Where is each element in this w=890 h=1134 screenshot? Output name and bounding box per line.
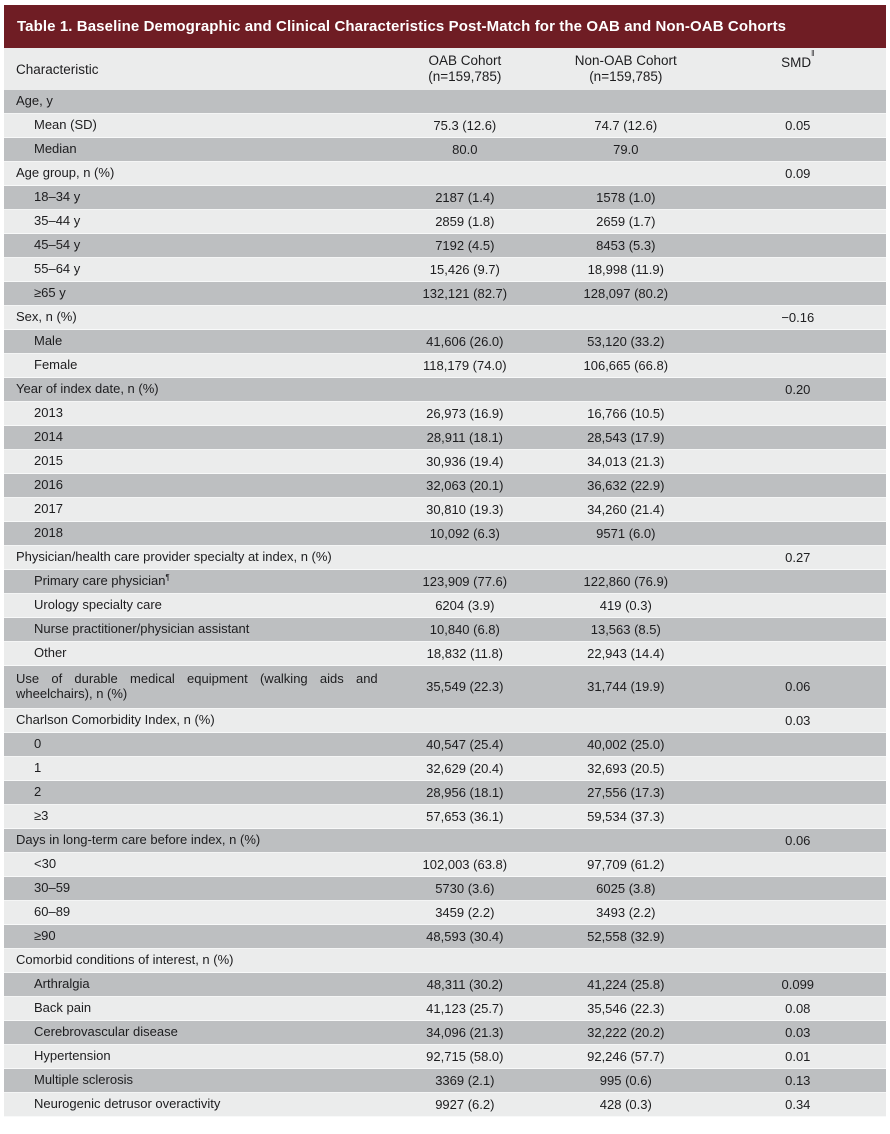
smd-value — [710, 757, 886, 780]
oab-cohort-value: 35,549 (22.3) — [426, 679, 504, 695]
non-oab-cohort-value: 40,002 (25.0) — [587, 736, 665, 752]
smd-value — [710, 618, 886, 641]
smd-value — [710, 282, 886, 305]
table-row — [4, 829, 886, 853]
non-oab-cohort-value: 2659 (1.7) — [596, 214, 656, 229]
column-header-smd: SMD ‖ — [781, 49, 815, 70]
row-label: 2016 — [34, 477, 63, 493]
oab-cohort-value: 92,715 (58.0) — [426, 1048, 504, 1064]
row-label: Sex, n (%) — [16, 309, 77, 325]
oab-cohort-value: 2859 (1.8) — [435, 214, 495, 229]
table-row — [4, 733, 886, 757]
table-row — [4, 186, 886, 210]
non-oab-cohort-value — [542, 829, 710, 852]
oab-cohort-value: 102,003 (63.8) — [422, 856, 508, 872]
non-oab-cohort-value: 13,563 (8.5) — [590, 622, 661, 637]
row-label: Year of index date, n (%) — [16, 381, 159, 397]
smd-value — [710, 781, 886, 804]
oab-cohort-value: 34,096 (21.3) — [426, 1024, 504, 1040]
non-oab-cohort-value — [542, 90, 710, 113]
smd-value — [710, 210, 886, 233]
non-oab-cohort-value: 92,246 (57.7) — [587, 1048, 665, 1064]
table-row — [4, 474, 886, 498]
smd-value — [710, 594, 886, 617]
table-row — [4, 805, 886, 829]
non-oab-cohort-value: 74.7 (12.6) — [594, 118, 658, 133]
smd-value — [710, 138, 886, 161]
oab-cohort-value: 80.0 — [452, 142, 478, 157]
table-row — [4, 426, 886, 450]
row-label: 18–34 y — [34, 189, 81, 205]
oab-cohort-value: 3459 (2.2) — [435, 904, 495, 920]
table-row — [4, 450, 886, 474]
smd-value — [710, 877, 886, 900]
row-label: Neurogenic detrusor overactivity — [34, 1095, 221, 1111]
non-oab-cohort-value: 995 (0.6) — [599, 1072, 652, 1088]
table-row — [4, 546, 886, 570]
oab-cohort-value: 7192 (4.5) — [435, 238, 495, 253]
smd-value — [710, 186, 886, 209]
table-row — [4, 90, 886, 114]
non-oab-cohort-value: 22,943 (14.4) — [587, 646, 665, 661]
row-label: Median — [34, 141, 77, 157]
non-oab-cohort-value: 428 (0.3) — [599, 1096, 652, 1112]
table-row — [4, 642, 886, 666]
oab-cohort-value — [388, 378, 542, 401]
table-row — [4, 210, 886, 234]
table-row — [4, 618, 886, 642]
table-row — [4, 258, 886, 282]
row-label: 2014 — [34, 429, 63, 445]
oab-cohort-value: 48,311 (30.2) — [426, 976, 504, 992]
smd-value — [710, 925, 886, 948]
non-oab-cohort-value: 122,860 (76.9) — [583, 574, 669, 589]
table-row — [4, 973, 886, 997]
non-oab-cohort-value: 16,766 (10.5) — [587, 406, 665, 421]
row-label: Hypertension — [34, 1047, 111, 1063]
table-row — [4, 138, 886, 162]
oab-cohort-value: 10,092 (6.3) — [429, 526, 500, 541]
table-row: Primary care physician ¶ 123,909 (77.6) 122,860 (76.9) — [4, 570, 886, 594]
smd-value — [710, 474, 886, 497]
smd-value — [710, 570, 886, 593]
smd-value — [710, 805, 886, 828]
non-oab-cohort-value — [542, 546, 710, 569]
oab-cohort-value: 41,606 (26.0) — [426, 334, 504, 349]
non-oab-cohort-value: 34,013 (21.3) — [587, 454, 665, 469]
row-label: Primary care physician — [34, 573, 166, 589]
smd-value: 0.06 — [785, 679, 811, 695]
smd-value — [710, 498, 886, 521]
row-label: 0 — [34, 735, 42, 751]
oab-cohort-value: 15,426 (9.7) — [429, 262, 500, 277]
smd-value: 0.03 — [785, 1024, 811, 1040]
non-oab-cohort-value: 97,709 (61.2) — [587, 856, 665, 872]
smd-value: 0.06 — [785, 832, 811, 848]
non-oab-cohort-value: 32,222 (20.2) — [587, 1024, 665, 1040]
row-label: Charlson Comorbidity Index, n (%) — [16, 711, 215, 727]
oab-cohort-value: 28,911 (18.1) — [426, 430, 504, 445]
non-oab-cohort-value — [542, 162, 710, 185]
oab-cohort-value: 28,956 (18.1) — [426, 784, 504, 800]
row-label: Female — [34, 357, 78, 373]
oab-cohort-value: 32,063 (20.1) — [426, 478, 504, 493]
table-row — [4, 378, 886, 402]
smd-value — [710, 450, 886, 473]
non-oab-cohort-value — [542, 949, 710, 972]
oab-cohort-value: 132,121 (82.7) — [422, 286, 508, 301]
row-label: 2013 — [34, 405, 63, 421]
non-oab-cohort-value — [542, 709, 710, 732]
oab-cohort-value: 3369 (2.1) — [435, 1072, 495, 1088]
column-header-oab-cohort: OAB Cohort (n=159,785) — [428, 52, 502, 84]
row-label: Back pain — [34, 999, 92, 1015]
smd-value — [710, 522, 886, 545]
oab-cohort-value: 41,123 (25.7) — [426, 1000, 504, 1016]
table-row — [4, 1045, 886, 1069]
column-header-characteristic: Characteristic — [16, 61, 99, 77]
smd-value: 0.34 — [785, 1096, 811, 1112]
non-oab-cohort-value: 6025 (3.8) — [596, 880, 656, 896]
row-label: Physician/health care provider specialty at index, n (%) — [16, 549, 332, 565]
table-row — [4, 997, 886, 1021]
row-label: 35–44 y — [34, 213, 81, 229]
smd-value — [710, 426, 886, 449]
smd-value: 0.13 — [785, 1072, 811, 1088]
smd-value: 0.03 — [785, 712, 811, 728]
row-label: 30–59 — [34, 879, 71, 895]
table-row — [4, 306, 886, 330]
table-row — [4, 162, 886, 186]
row-label: 1 — [34, 759, 42, 775]
table-row — [4, 282, 886, 306]
row-label: Other — [34, 645, 67, 661]
oab-cohort-value: 30,936 (19.4) — [426, 454, 504, 469]
row-label: 55–64 y — [34, 261, 81, 277]
smd-value — [710, 901, 886, 924]
table-row — [4, 1069, 886, 1093]
row-label: Age, y — [16, 93, 53, 109]
smd-value: 0.099 — [781, 976, 815, 992]
oab-cohort-value — [388, 306, 542, 329]
row-label: 2015 — [34, 453, 63, 469]
smd-value — [710, 90, 886, 113]
table-row — [4, 853, 886, 877]
row-label: Multiple sclerosis — [34, 1071, 133, 1087]
oab-cohort-value: 6204 (3.9) — [435, 598, 495, 613]
smd-value — [710, 853, 886, 876]
non-oab-cohort-value — [542, 378, 710, 401]
oab-cohort-value — [388, 829, 542, 852]
smd-value: −0.16 — [781, 310, 815, 325]
table-row — [4, 330, 886, 354]
table-body — [4, 90, 886, 1117]
non-oab-cohort-value: 128,097 (80.2) — [583, 286, 669, 301]
table-row — [4, 1021, 886, 1045]
row-label: 2017 — [34, 501, 63, 517]
non-oab-cohort-value: 106,665 (66.8) — [583, 358, 669, 373]
oab-cohort-value: 2187 (1.4) — [435, 190, 495, 205]
row-label: 45–54 y — [34, 237, 81, 253]
smd-value — [710, 949, 886, 972]
non-oab-cohort-value: 41,224 (25.8) — [587, 976, 665, 992]
smd-value — [710, 402, 886, 425]
table-row — [4, 1093, 886, 1117]
smd-value — [710, 234, 886, 257]
non-oab-cohort-value: 28,543 (17.9) — [587, 430, 665, 445]
non-oab-cohort-value: 1578 (1.0) — [596, 190, 656, 205]
non-oab-cohort-value: 8453 (5.3) — [596, 238, 656, 253]
non-oab-cohort-value: 52,558 (32.9) — [587, 928, 665, 944]
row-label: <30 — [34, 855, 57, 871]
oab-cohort-value — [388, 709, 542, 732]
row-label: Arthralgia — [34, 975, 90, 991]
oab-cohort-value: 5730 (3.6) — [435, 880, 495, 896]
non-oab-cohort-value: 27,556 (17.3) — [587, 784, 665, 800]
non-oab-cohort-value: 31,744 (19.9) — [587, 679, 665, 695]
oab-cohort-value — [388, 90, 542, 113]
row-label: ≥3 — [34, 807, 49, 823]
table-row — [4, 114, 886, 138]
row-label: Age group, n (%) — [16, 165, 115, 181]
non-oab-cohort-value: 3493 (2.2) — [596, 904, 656, 920]
table-row — [4, 522, 886, 546]
row-label: 2018 — [34, 525, 63, 541]
non-oab-cohort-value: 9571 (6.0) — [596, 526, 656, 541]
row-label: ≥90 — [34, 927, 56, 943]
non-oab-cohort-value: 79.0 — [613, 142, 639, 157]
baseline-characteristics-table — [4, 5, 886, 1117]
smd-value: 0.20 — [785, 382, 811, 397]
oab-cohort-value — [388, 949, 542, 972]
table-row — [4, 402, 886, 426]
oab-cohort-value: 75.3 (12.6) — [433, 118, 497, 133]
oab-cohort-value: 18,832 (11.8) — [426, 646, 504, 661]
oab-cohort-value: 48,593 (30.4) — [426, 928, 504, 944]
table-row — [4, 925, 886, 949]
table-row — [4, 234, 886, 258]
oab-cohort-value: 9927 (6.2) — [435, 1096, 495, 1112]
smd-value: 0.09 — [785, 166, 811, 181]
non-oab-cohort-value: 53,120 (33.2) — [587, 334, 665, 349]
row-label: 60–89 — [34, 903, 71, 919]
table-row — [4, 354, 886, 378]
table-row — [4, 594, 886, 618]
table-row — [4, 781, 886, 805]
oab-cohort-value — [388, 162, 542, 185]
table-row — [4, 709, 886, 733]
smd-value — [710, 642, 886, 665]
row-label: Cerebrovascular disease — [34, 1023, 178, 1039]
oab-cohort-value: 123,909 (77.6) — [422, 574, 508, 589]
non-oab-cohort-value: 32,693 (20.5) — [587, 760, 665, 776]
oab-cohort-value: 10,840 (6.8) — [429, 622, 500, 637]
table-row — [4, 877, 886, 901]
oab-cohort-value: 30,810 (19.3) — [426, 502, 504, 517]
smd-value: 0.27 — [785, 550, 811, 565]
table-title: Table 1. Baseline Demographic and Clinical Characteristics Post-Match for the OAB and Non-OAB Cohorts — [17, 18, 787, 35]
smd-value — [710, 733, 886, 756]
row-label: Use of durable medical equipment (walking aids and wheelchairs), n (%) — [16, 672, 378, 701]
non-oab-cohort-value: 35,546 (22.3) — [587, 1000, 665, 1016]
row-label: Mean (SD) — [34, 117, 97, 133]
non-oab-cohort-value: 34,260 (21.4) — [587, 502, 665, 517]
column-header-non-oab-cohort: Non-OAB Cohort (n=159,785) — [574, 52, 677, 84]
oab-cohort-value — [388, 546, 542, 569]
row-label: Urology specialty care — [34, 597, 162, 613]
non-oab-cohort-value — [542, 306, 710, 329]
smd-value: 0.05 — [785, 118, 811, 133]
oab-cohort-value: 32,629 (20.4) — [426, 760, 504, 776]
smd-value: 0.08 — [785, 1000, 811, 1016]
oab-cohort-value: 40,547 (25.4) — [426, 736, 504, 752]
non-oab-cohort-value: 36,632 (22.9) — [587, 478, 665, 493]
row-label: 2 — [34, 783, 42, 799]
smd-value — [710, 258, 886, 281]
row-label: Nurse practitioner/physician assistant — [34, 621, 250, 637]
table-row — [4, 757, 886, 781]
smd-value: 0.01 — [785, 1048, 811, 1064]
table-row — [4, 949, 886, 973]
table-row — [4, 901, 886, 925]
table-header-row — [4, 48, 886, 90]
table-title-bar — [4, 5, 886, 48]
smd-value — [710, 354, 886, 377]
table-row — [4, 498, 886, 522]
row-label: Days in long-term care before index, n (%) — [16, 831, 261, 847]
row-label: Male — [34, 333, 63, 349]
oab-cohort-value: 118,179 (74.0) — [423, 358, 507, 373]
oab-cohort-value: 57,653 (36.1) — [426, 808, 504, 824]
smd-value — [710, 330, 886, 353]
row-label: Comorbid conditions of interest, n (%) — [16, 951, 234, 967]
non-oab-cohort-value: 419 (0.3) — [599, 598, 652, 613]
non-oab-cohort-value: 18,998 (11.9) — [587, 262, 664, 277]
non-oab-cohort-value: 59,534 (37.3) — [587, 808, 665, 824]
table-row — [4, 666, 886, 709]
row-label: ≥65 y — [34, 285, 66, 301]
oab-cohort-value: 26,973 (16.9) — [426, 406, 504, 421]
